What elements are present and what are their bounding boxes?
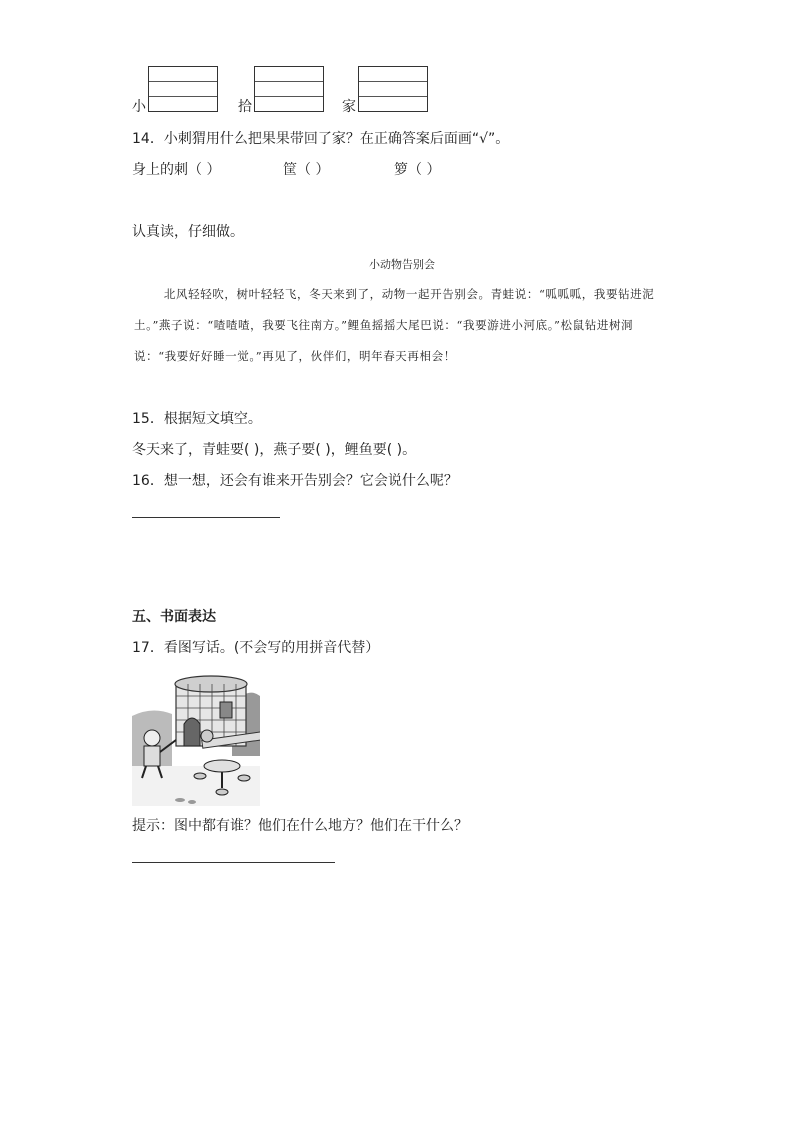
hint-text: 提示：图中都有谁？他们在什么地方？他们在干什么？ — [132, 818, 468, 834]
option-bamboo-basket[interactable]: 箩（ ） — [394, 162, 441, 178]
question-14: 14．小刺猬用什么把果果带回了家？在正确答案后面画“√”。 — [132, 131, 510, 147]
writing-box[interactable] — [358, 66, 428, 112]
section-title: 五、书面表达 — [132, 609, 216, 625]
story-text: 北风轻轻吹，树叶轻轻飞，冬天来到了，动物一起开告别会。青蛙说：“呱呱呱，我要钻进泥土。”燕子说：“喳喳喳，我要飞往南方。”鲤鱼摇摇大尾巴说：“我要游进小河底。”松鼠钻进树洞说：“我要好好睡一觉。”再见了，伙伴们，明年春天再相会！ — [134, 287, 655, 363]
char-label: 拾 — [238, 99, 252, 115]
story-title: 小动物告别会 — [369, 258, 435, 271]
option-thorns[interactable]: 身上的刺（ ） — [132, 162, 221, 178]
picture-illustration-icon — [132, 666, 260, 806]
question-15: 15．根据短文填空。 — [132, 411, 262, 427]
answer-line[interactable] — [132, 517, 280, 518]
option-basket[interactable]: 筐（ ） — [283, 162, 330, 178]
writing-box[interactable] — [148, 66, 218, 112]
answer-line[interactable] — [132, 862, 335, 863]
reading-instruction: 认真读，仔细做。 — [132, 224, 244, 240]
writing-box[interactable] — [254, 66, 324, 112]
char-label: 家 — [342, 99, 356, 115]
question-16: 16．想一想，还会有谁来开告别会？它会说什么呢？ — [132, 473, 458, 489]
char-label: 小 — [132, 99, 146, 115]
question-17: 17．看图写话。(不会写的用拼音代替） — [132, 640, 380, 656]
fill-blank-sentence[interactable]: 冬天来了，青蛙要( )，燕子要( )，鲤鱼要( )。 — [132, 442, 417, 458]
